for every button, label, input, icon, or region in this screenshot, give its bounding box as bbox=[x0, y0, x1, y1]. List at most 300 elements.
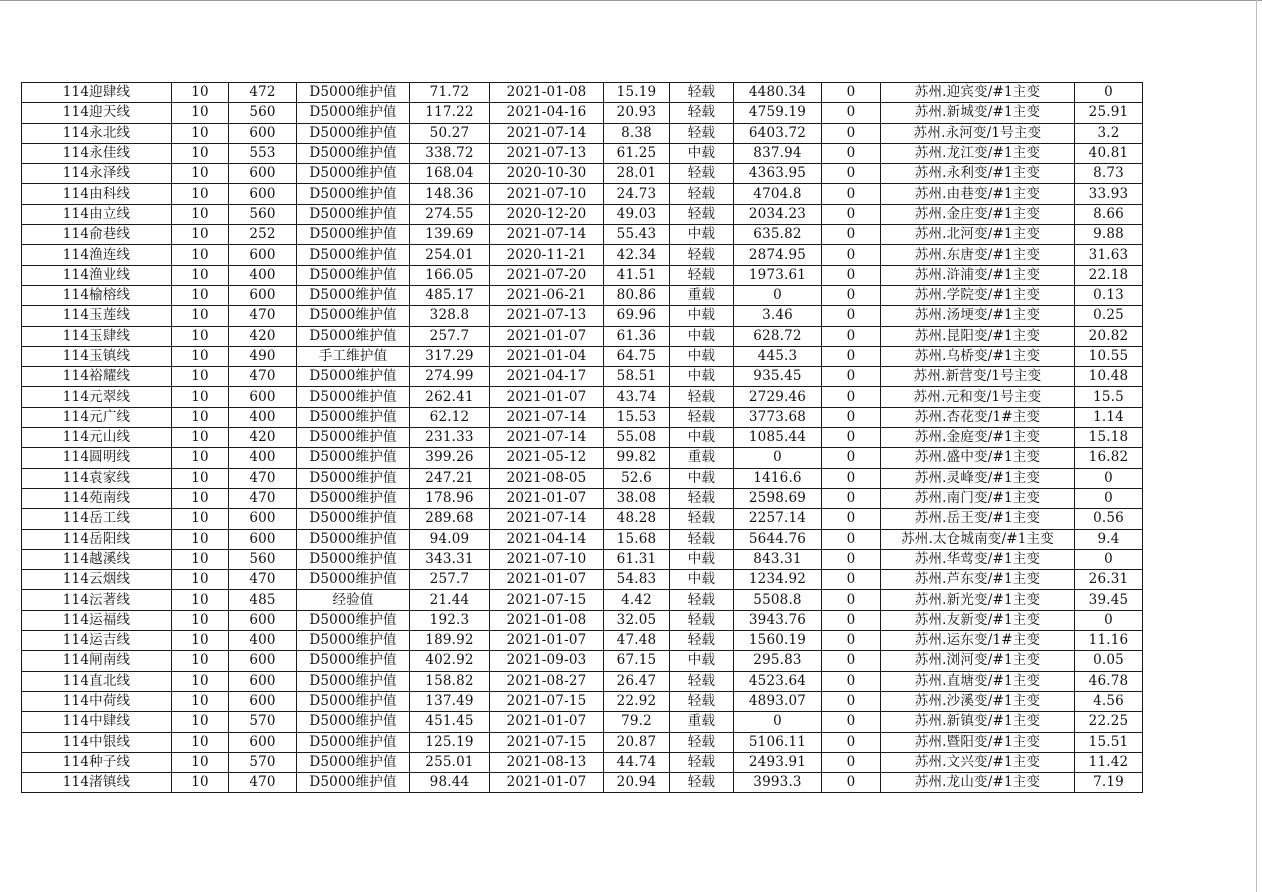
extra-value-cell: 33.93 bbox=[1075, 184, 1143, 204]
line-name-cell: 114运吉线 bbox=[22, 631, 172, 651]
voltage-cell: 10 bbox=[172, 285, 229, 305]
table-body bbox=[22, 83, 1143, 793]
date-cell: 2021-07-10 bbox=[490, 549, 604, 569]
table-row bbox=[22, 773, 1143, 793]
max-load-cell: 274.55 bbox=[410, 204, 490, 224]
max-load-cell: 317.29 bbox=[410, 346, 490, 366]
extra-value-cell: 11.42 bbox=[1075, 752, 1143, 772]
table-row bbox=[22, 691, 1143, 711]
voltage-cell: 10 bbox=[172, 529, 229, 549]
max-load-cell: 148.36 bbox=[410, 184, 490, 204]
spare-capacity-cell: 2598.69 bbox=[734, 488, 822, 508]
rated-capacity-cell: 600 bbox=[229, 245, 297, 265]
value-source-cell: D5000维护值 bbox=[297, 732, 410, 752]
date-cell: 2021-01-07 bbox=[490, 326, 604, 346]
value-source-cell: D5000维护值 bbox=[297, 549, 410, 569]
rated-capacity-cell: 490 bbox=[229, 346, 297, 366]
substation-transformer-cell: 苏州.运东变/1#主变 bbox=[881, 631, 1075, 651]
substation-transformer-cell: 苏州.盛中变/#1主变 bbox=[881, 448, 1075, 468]
load-level-cell: 轻载 bbox=[670, 265, 734, 285]
load-level-cell: 轻载 bbox=[670, 387, 734, 407]
substation-transformer-cell: 苏州.昆阳变/#1主变 bbox=[881, 326, 1075, 346]
value-source-cell: D5000维护值 bbox=[297, 306, 410, 326]
table-row bbox=[22, 448, 1143, 468]
voltage-cell: 10 bbox=[172, 204, 229, 224]
line-name-cell: 114榆榕线 bbox=[22, 285, 172, 305]
load-level-cell: 中载 bbox=[670, 651, 734, 671]
date-cell: 2021-08-05 bbox=[490, 468, 604, 488]
table-row bbox=[22, 143, 1143, 163]
extra-value-cell: 9.88 bbox=[1075, 225, 1143, 245]
rated-capacity-cell: 600 bbox=[229, 387, 297, 407]
table-row bbox=[22, 570, 1143, 590]
table-row bbox=[22, 407, 1143, 427]
substation-transformer-cell: 苏州.汤埂变/#1主变 bbox=[881, 306, 1075, 326]
load-rate-cell: 49.03 bbox=[604, 204, 670, 224]
substation-transformer-cell: 苏州.元和变/1号主变 bbox=[881, 387, 1075, 407]
rated-capacity-cell: 600 bbox=[229, 671, 297, 691]
substation-transformer-cell: 苏州.太仓城南变/#1主变 bbox=[881, 529, 1075, 549]
table-row bbox=[22, 549, 1143, 569]
substation-transformer-cell: 苏州.沙溪变/#1主变 bbox=[881, 691, 1075, 711]
line-name-cell: 114裕耀线 bbox=[22, 367, 172, 387]
date-cell: 2021-09-03 bbox=[490, 651, 604, 671]
value-source-cell: D5000维护值 bbox=[297, 164, 410, 184]
table-row bbox=[22, 285, 1143, 305]
rated-capacity-cell: 600 bbox=[229, 610, 297, 630]
spare-capacity-cell: 1085.44 bbox=[734, 428, 822, 448]
table-row bbox=[22, 529, 1143, 549]
extra-value-cell: 26.31 bbox=[1075, 570, 1143, 590]
count-cell: 0 bbox=[822, 488, 881, 508]
spare-capacity-cell: 1416.6 bbox=[734, 468, 822, 488]
voltage-cell: 10 bbox=[172, 407, 229, 427]
load-rate-cell: 20.87 bbox=[604, 732, 670, 752]
max-load-cell: 289.68 bbox=[410, 509, 490, 529]
value-source-cell: D5000维护值 bbox=[297, 610, 410, 630]
spare-capacity-cell: 4363.95 bbox=[734, 164, 822, 184]
line-name-cell: 114元山线 bbox=[22, 428, 172, 448]
date-cell: 2021-01-07 bbox=[490, 773, 604, 793]
date-cell: 2021-01-07 bbox=[490, 712, 604, 732]
rated-capacity-cell: 553 bbox=[229, 143, 297, 163]
date-cell: 2021-07-13 bbox=[490, 306, 604, 326]
substation-transformer-cell: 苏州.南门变/#1主变 bbox=[881, 488, 1075, 508]
count-cell: 0 bbox=[822, 83, 881, 103]
load-level-cell: 中载 bbox=[670, 570, 734, 590]
table-row bbox=[22, 631, 1143, 651]
table-row bbox=[22, 752, 1143, 772]
page-top-border bbox=[0, 0, 1262, 1]
rated-capacity-cell: 600 bbox=[229, 529, 297, 549]
voltage-cell: 10 bbox=[172, 123, 229, 143]
value-source-cell: D5000维护值 bbox=[297, 326, 410, 346]
max-load-cell: 451.45 bbox=[410, 712, 490, 732]
spare-capacity-cell: 1234.92 bbox=[734, 570, 822, 590]
date-cell: 2021-04-16 bbox=[490, 103, 604, 123]
max-load-cell: 274.99 bbox=[410, 367, 490, 387]
extra-value-cell: 7.19 bbox=[1075, 773, 1143, 793]
rated-capacity-cell: 600 bbox=[229, 732, 297, 752]
count-cell: 0 bbox=[822, 712, 881, 732]
line-name-cell: 114中肆线 bbox=[22, 712, 172, 732]
load-rate-cell: 61.25 bbox=[604, 143, 670, 163]
max-load-cell: 71.72 bbox=[410, 83, 490, 103]
value-source-cell: 手工维护值 bbox=[297, 346, 410, 366]
load-rate-cell: 52.6 bbox=[604, 468, 670, 488]
voltage-cell: 10 bbox=[172, 245, 229, 265]
count-cell: 0 bbox=[822, 265, 881, 285]
value-source-cell: D5000维护值 bbox=[297, 712, 410, 732]
date-cell: 2020-12-20 bbox=[490, 204, 604, 224]
voltage-cell: 10 bbox=[172, 326, 229, 346]
extra-value-cell: 15.51 bbox=[1075, 732, 1143, 752]
extra-value-cell: 10.55 bbox=[1075, 346, 1143, 366]
value-source-cell: D5000维护值 bbox=[297, 225, 410, 245]
value-source-cell: D5000维护值 bbox=[297, 367, 410, 387]
value-source-cell: D5000维护值 bbox=[297, 570, 410, 590]
load-level-cell: 轻载 bbox=[670, 103, 734, 123]
value-source-cell: D5000维护值 bbox=[297, 631, 410, 651]
rated-capacity-cell: 600 bbox=[229, 691, 297, 711]
load-rate-cell: 55.43 bbox=[604, 225, 670, 245]
rated-capacity-cell: 470 bbox=[229, 570, 297, 590]
extra-value-cell: 15.5 bbox=[1075, 387, 1143, 407]
voltage-cell: 10 bbox=[172, 346, 229, 366]
table-row bbox=[22, 326, 1143, 346]
load-rate-cell: 8.38 bbox=[604, 123, 670, 143]
spare-capacity-cell: 3943.76 bbox=[734, 610, 822, 630]
spare-capacity-cell: 4523.64 bbox=[734, 671, 822, 691]
extra-value-cell: 15.18 bbox=[1075, 428, 1143, 448]
load-rate-cell: 38.08 bbox=[604, 488, 670, 508]
count-cell: 0 bbox=[822, 407, 881, 427]
date-cell: 2021-01-07 bbox=[490, 570, 604, 590]
rated-capacity-cell: 470 bbox=[229, 367, 297, 387]
substation-transformer-cell: 苏州.乌桥变/#1主变 bbox=[881, 346, 1075, 366]
substation-transformer-cell: 苏州.岳王变/#1主变 bbox=[881, 509, 1075, 529]
load-level-cell: 重载 bbox=[670, 285, 734, 305]
load-level-cell: 中载 bbox=[670, 549, 734, 569]
count-cell: 0 bbox=[822, 143, 881, 163]
extra-value-cell: 3.2 bbox=[1075, 123, 1143, 143]
table-row bbox=[22, 732, 1143, 752]
extra-value-cell: 8.73 bbox=[1075, 164, 1143, 184]
spare-capacity-cell: 3.46 bbox=[734, 306, 822, 326]
substation-transformer-cell: 苏州.芦东变/#1主变 bbox=[881, 570, 1075, 590]
line-name-cell: 114圆明线 bbox=[22, 448, 172, 468]
voltage-cell: 10 bbox=[172, 691, 229, 711]
rated-capacity-cell: 470 bbox=[229, 468, 297, 488]
count-cell: 0 bbox=[822, 448, 881, 468]
extra-value-cell: 0 bbox=[1075, 610, 1143, 630]
substation-transformer-cell: 苏州.北河变/#1主变 bbox=[881, 225, 1075, 245]
max-load-cell: 94.09 bbox=[410, 529, 490, 549]
date-cell: 2021-07-14 bbox=[490, 509, 604, 529]
date-cell: 2021-07-15 bbox=[490, 732, 604, 752]
spare-capacity-cell: 5508.8 bbox=[734, 590, 822, 610]
extra-value-cell: 1.14 bbox=[1075, 407, 1143, 427]
extra-value-cell: 4.56 bbox=[1075, 691, 1143, 711]
substation-transformer-cell: 苏州.龙江变/#1主变 bbox=[881, 143, 1075, 163]
line-name-cell: 114玉肆线 bbox=[22, 326, 172, 346]
table-row bbox=[22, 590, 1143, 610]
count-cell: 0 bbox=[822, 326, 881, 346]
line-name-cell: 114越溪线 bbox=[22, 549, 172, 569]
substation-transformer-cell: 苏州.灵峰变/#1主变 bbox=[881, 468, 1075, 488]
spare-capacity-cell: 3993.3 bbox=[734, 773, 822, 793]
count-cell: 0 bbox=[822, 164, 881, 184]
substation-transformer-cell: 苏州.新营变/1号主变 bbox=[881, 367, 1075, 387]
load-rate-cell: 4.42 bbox=[604, 590, 670, 610]
extra-value-cell: 16.82 bbox=[1075, 448, 1143, 468]
spare-capacity-cell: 0 bbox=[734, 448, 822, 468]
rated-capacity-cell: 420 bbox=[229, 428, 297, 448]
substation-transformer-cell: 苏州.龙山变/#1主变 bbox=[881, 773, 1075, 793]
load-rate-cell: 61.31 bbox=[604, 549, 670, 569]
date-cell: 2021-01-07 bbox=[490, 631, 604, 651]
load-rate-cell: 64.75 bbox=[604, 346, 670, 366]
value-source-cell: D5000维护值 bbox=[297, 83, 410, 103]
table-row bbox=[22, 245, 1143, 265]
load-level-cell: 轻载 bbox=[670, 509, 734, 529]
load-rate-cell: 28.01 bbox=[604, 164, 670, 184]
spare-capacity-cell: 837.94 bbox=[734, 143, 822, 163]
max-load-cell: 117.22 bbox=[410, 103, 490, 123]
load-level-cell: 轻载 bbox=[670, 631, 734, 651]
substation-transformer-cell: 苏州.文兴变/#1主变 bbox=[881, 752, 1075, 772]
table-row bbox=[22, 367, 1143, 387]
date-cell: 2021-04-14 bbox=[490, 529, 604, 549]
date-cell: 2021-07-15 bbox=[490, 590, 604, 610]
value-source-cell: D5000维护值 bbox=[297, 407, 410, 427]
load-rate-cell: 54.83 bbox=[604, 570, 670, 590]
max-load-cell: 50.27 bbox=[410, 123, 490, 143]
voltage-cell: 10 bbox=[172, 387, 229, 407]
line-name-cell: 114袁家线 bbox=[22, 468, 172, 488]
spare-capacity-cell: 3773.68 bbox=[734, 407, 822, 427]
load-rate-cell: 44.74 bbox=[604, 752, 670, 772]
feeder-load-table bbox=[21, 82, 1143, 793]
count-cell: 0 bbox=[822, 225, 881, 245]
page-right-border bbox=[1256, 0, 1257, 892]
load-level-cell: 轻载 bbox=[670, 671, 734, 691]
load-rate-cell: 47.48 bbox=[604, 631, 670, 651]
load-level-cell: 轻载 bbox=[670, 123, 734, 143]
max-load-cell: 247.21 bbox=[410, 468, 490, 488]
extra-value-cell: 22.18 bbox=[1075, 265, 1143, 285]
extra-value-cell: 0.25 bbox=[1075, 306, 1143, 326]
voltage-cell: 10 bbox=[172, 164, 229, 184]
load-level-cell: 轻载 bbox=[670, 488, 734, 508]
extra-value-cell: 0 bbox=[1075, 488, 1143, 508]
count-cell: 0 bbox=[822, 570, 881, 590]
load-rate-cell: 20.94 bbox=[604, 773, 670, 793]
count-cell: 0 bbox=[822, 103, 881, 123]
count-cell: 0 bbox=[822, 773, 881, 793]
max-load-cell: 178.96 bbox=[410, 488, 490, 508]
voltage-cell: 10 bbox=[172, 468, 229, 488]
load-level-cell: 轻载 bbox=[670, 204, 734, 224]
rated-capacity-cell: 400 bbox=[229, 265, 297, 285]
max-load-cell: 189.92 bbox=[410, 631, 490, 651]
rated-capacity-cell: 570 bbox=[229, 752, 297, 772]
rated-capacity-cell: 470 bbox=[229, 488, 297, 508]
date-cell: 2021-07-14 bbox=[490, 123, 604, 143]
voltage-cell: 10 bbox=[172, 488, 229, 508]
substation-transformer-cell: 苏州.新城变/#1主变 bbox=[881, 103, 1075, 123]
load-rate-cell: 20.93 bbox=[604, 103, 670, 123]
rated-capacity-cell: 560 bbox=[229, 103, 297, 123]
line-name-cell: 114闸南线 bbox=[22, 651, 172, 671]
table-row bbox=[22, 164, 1143, 184]
value-source-cell: D5000维护值 bbox=[297, 773, 410, 793]
date-cell: 2021-06-21 bbox=[490, 285, 604, 305]
table-row bbox=[22, 610, 1143, 630]
max-load-cell: 21.44 bbox=[410, 590, 490, 610]
extra-value-cell: 10.48 bbox=[1075, 367, 1143, 387]
line-name-cell: 114渚镇线 bbox=[22, 773, 172, 793]
spare-capacity-cell: 935.45 bbox=[734, 367, 822, 387]
load-rate-cell: 26.47 bbox=[604, 671, 670, 691]
count-cell: 0 bbox=[822, 691, 881, 711]
voltage-cell: 10 bbox=[172, 631, 229, 651]
extra-value-cell: 0 bbox=[1075, 468, 1143, 488]
line-name-cell: 114玉莲线 bbox=[22, 306, 172, 326]
spare-capacity-cell: 0 bbox=[734, 712, 822, 732]
load-level-cell: 重载 bbox=[670, 712, 734, 732]
load-rate-cell: 67.15 bbox=[604, 651, 670, 671]
spare-capacity-cell: 628.72 bbox=[734, 326, 822, 346]
max-load-cell: 399.26 bbox=[410, 448, 490, 468]
line-name-cell: 114俞巷线 bbox=[22, 225, 172, 245]
rated-capacity-cell: 600 bbox=[229, 164, 297, 184]
rated-capacity-cell: 400 bbox=[229, 448, 297, 468]
max-load-cell: 168.04 bbox=[410, 164, 490, 184]
value-source-cell: D5000维护值 bbox=[297, 103, 410, 123]
line-name-cell: 114元翠线 bbox=[22, 387, 172, 407]
load-rate-cell: 48.28 bbox=[604, 509, 670, 529]
load-rate-cell: 55.08 bbox=[604, 428, 670, 448]
count-cell: 0 bbox=[822, 204, 881, 224]
spare-capacity-cell: 4480.34 bbox=[734, 83, 822, 103]
rated-capacity-cell: 600 bbox=[229, 285, 297, 305]
count-cell: 0 bbox=[822, 428, 881, 448]
spare-capacity-cell: 2493.91 bbox=[734, 752, 822, 772]
extra-value-cell: 0 bbox=[1075, 83, 1143, 103]
value-source-cell: D5000维护值 bbox=[297, 529, 410, 549]
voltage-cell: 10 bbox=[172, 651, 229, 671]
max-load-cell: 98.44 bbox=[410, 773, 490, 793]
line-name-cell: 114永泽线 bbox=[22, 164, 172, 184]
load-level-cell: 轻载 bbox=[670, 184, 734, 204]
load-rate-cell: 42.34 bbox=[604, 245, 670, 265]
substation-transformer-cell: 苏州.新镇变/#1主变 bbox=[881, 712, 1075, 732]
voltage-cell: 10 bbox=[172, 570, 229, 590]
line-name-cell: 114中荷线 bbox=[22, 691, 172, 711]
load-level-cell: 中载 bbox=[670, 326, 734, 346]
rated-capacity-cell: 600 bbox=[229, 651, 297, 671]
table-row bbox=[22, 509, 1143, 529]
value-source-cell: D5000维护值 bbox=[297, 245, 410, 265]
substation-transformer-cell: 苏州.由巷变/#1主变 bbox=[881, 184, 1075, 204]
line-name-cell: 114迎肆线 bbox=[22, 83, 172, 103]
load-level-cell: 轻载 bbox=[670, 773, 734, 793]
table-row bbox=[22, 488, 1143, 508]
extra-value-cell: 31.63 bbox=[1075, 245, 1143, 265]
value-source-cell: D5000维护值 bbox=[297, 691, 410, 711]
substation-transformer-cell: 苏州.直塘变/#1主变 bbox=[881, 671, 1075, 691]
load-rate-cell: 15.19 bbox=[604, 83, 670, 103]
date-cell: 2021-08-13 bbox=[490, 752, 604, 772]
spare-capacity-cell: 4893.07 bbox=[734, 691, 822, 711]
load-level-cell: 重载 bbox=[670, 448, 734, 468]
table-row bbox=[22, 651, 1143, 671]
date-cell: 2021-07-14 bbox=[490, 428, 604, 448]
line-name-cell: 114迎天线 bbox=[22, 103, 172, 123]
substation-transformer-cell: 苏州.杏花变/1#主变 bbox=[881, 407, 1075, 427]
extra-value-cell: 0.05 bbox=[1075, 651, 1143, 671]
table-row bbox=[22, 306, 1143, 326]
max-load-cell: 402.92 bbox=[410, 651, 490, 671]
value-source-cell: D5000维护值 bbox=[297, 143, 410, 163]
load-level-cell: 中载 bbox=[670, 346, 734, 366]
value-source-cell: D5000维护值 bbox=[297, 488, 410, 508]
voltage-cell: 10 bbox=[172, 448, 229, 468]
load-level-cell: 中载 bbox=[670, 367, 734, 387]
rated-capacity-cell: 400 bbox=[229, 407, 297, 427]
spare-capacity-cell: 4759.19 bbox=[734, 103, 822, 123]
date-cell: 2021-07-15 bbox=[490, 691, 604, 711]
table-row bbox=[22, 103, 1143, 123]
load-level-cell: 轻载 bbox=[670, 164, 734, 184]
table-row bbox=[22, 83, 1143, 103]
date-cell: 2021-01-08 bbox=[490, 610, 604, 630]
table-row bbox=[22, 265, 1143, 285]
voltage-cell: 10 bbox=[172, 671, 229, 691]
max-load-cell: 254.01 bbox=[410, 245, 490, 265]
line-name-cell: 114元广线 bbox=[22, 407, 172, 427]
line-name-cell: 114种子线 bbox=[22, 752, 172, 772]
count-cell: 0 bbox=[822, 285, 881, 305]
substation-transformer-cell: 苏州.东唐变/#1主变 bbox=[881, 245, 1075, 265]
spare-capacity-cell: 843.31 bbox=[734, 549, 822, 569]
load-rate-cell: 15.68 bbox=[604, 529, 670, 549]
line-name-cell: 114中银线 bbox=[22, 732, 172, 752]
count-cell: 0 bbox=[822, 387, 881, 407]
date-cell: 2021-07-13 bbox=[490, 143, 604, 163]
count-cell: 0 bbox=[822, 306, 881, 326]
value-source-cell: D5000维护值 bbox=[297, 651, 410, 671]
value-source-cell: D5000维护值 bbox=[297, 448, 410, 468]
spare-capacity-cell: 1560.19 bbox=[734, 631, 822, 651]
table-row bbox=[22, 671, 1143, 691]
substation-transformer-cell: 苏州.华莺变/#1主变 bbox=[881, 549, 1075, 569]
load-level-cell: 中载 bbox=[670, 306, 734, 326]
spare-capacity-cell: 5106.11 bbox=[734, 732, 822, 752]
load-rate-cell: 32.05 bbox=[604, 610, 670, 630]
line-name-cell: 114渔连线 bbox=[22, 245, 172, 265]
spare-capacity-cell: 0 bbox=[734, 285, 822, 305]
line-name-cell: 114苑南线 bbox=[22, 488, 172, 508]
line-name-cell: 114沄著线 bbox=[22, 590, 172, 610]
line-name-cell: 114岳工线 bbox=[22, 509, 172, 529]
table-row bbox=[22, 225, 1143, 245]
count-cell: 0 bbox=[822, 549, 881, 569]
max-load-cell: 192.3 bbox=[410, 610, 490, 630]
substation-transformer-cell: 苏州.永利变/#1主变 bbox=[881, 164, 1075, 184]
extra-value-cell: 8.66 bbox=[1075, 204, 1143, 224]
